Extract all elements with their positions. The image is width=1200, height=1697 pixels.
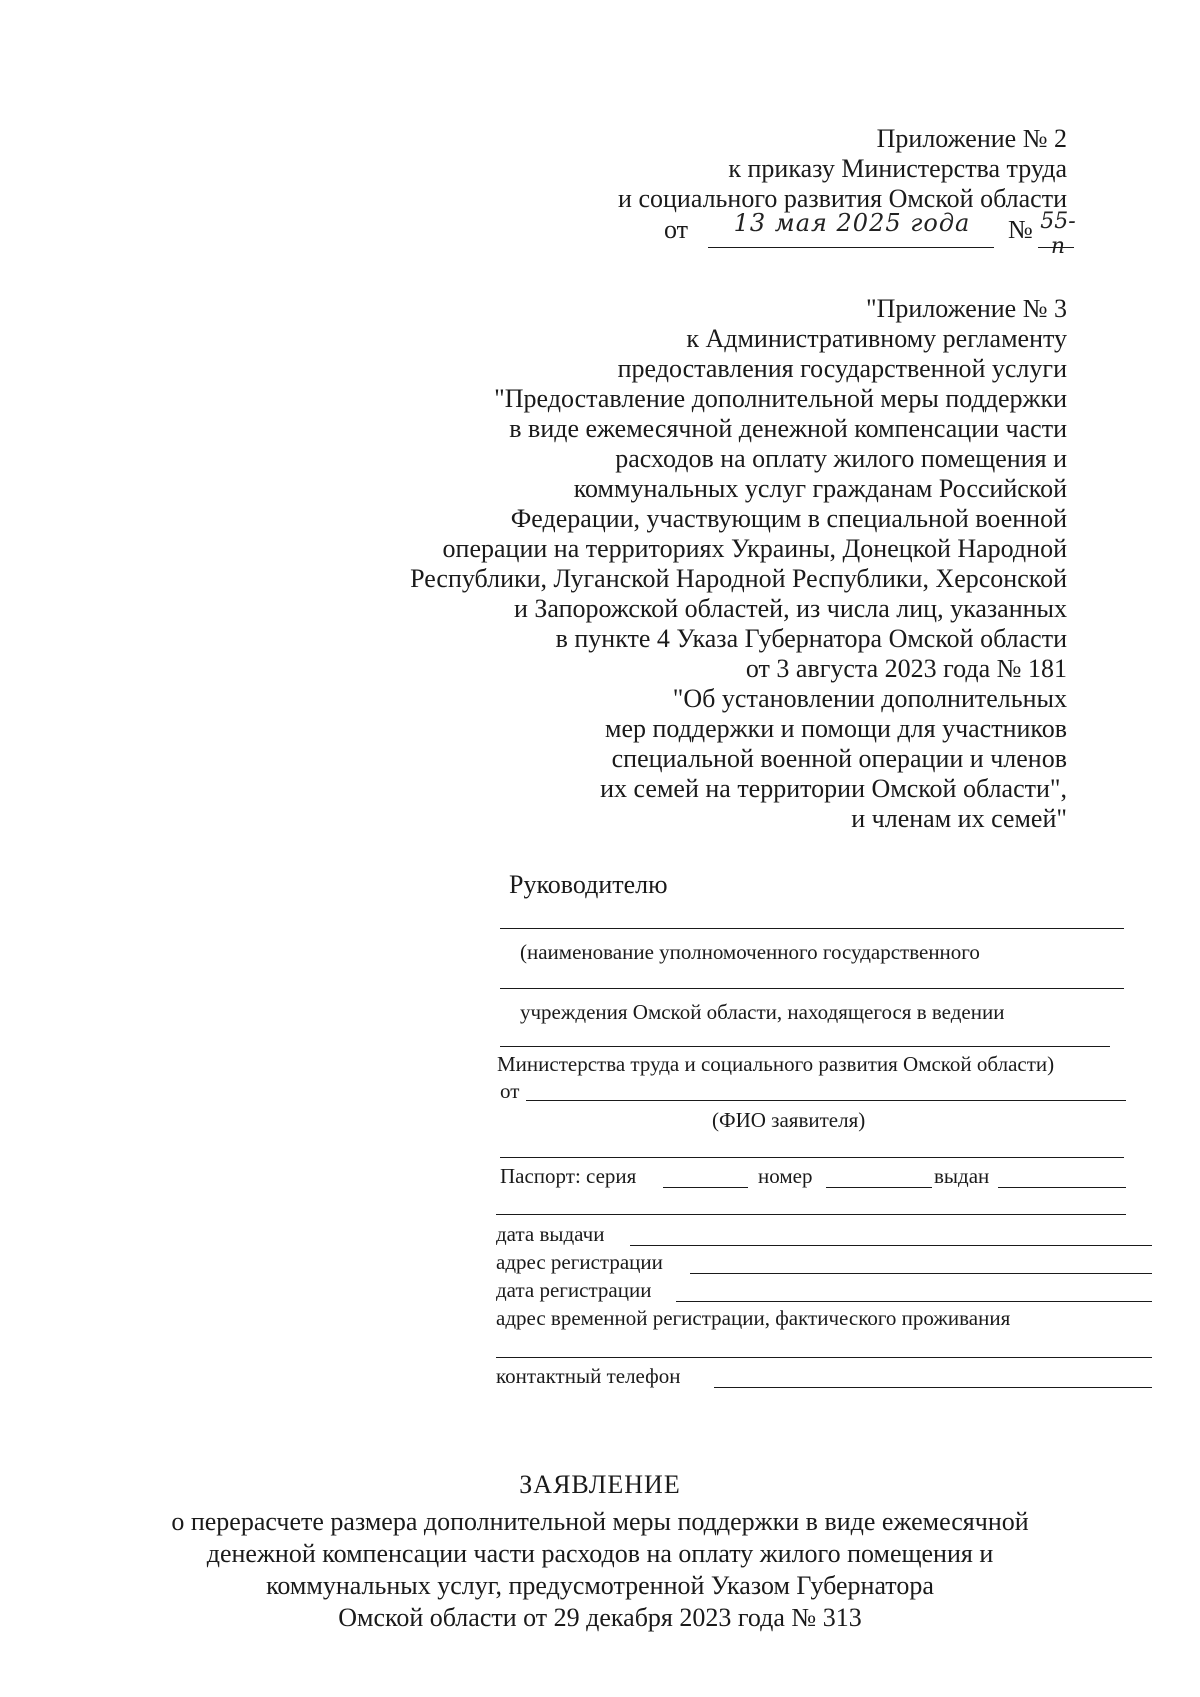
annex3-line: и членам их семей" <box>851 804 1067 833</box>
passport-issued-field[interactable] <box>998 1187 1126 1188</box>
statement-title: ЗАЯВЛЕНИЕ <box>519 1470 681 1499</box>
statement-subtitle-line: Омской области от 29 декабря 2023 года № 313 <box>338 1603 862 1632</box>
annex3-line: от 3 августа 2023 года № 181 <box>745 654 1067 683</box>
passport-issued-label: выдан <box>934 1164 990 1188</box>
annex3-line: специальной военной операции и членов <box>611 744 1067 773</box>
reg-date-label: дата регистрации <box>496 1278 652 1302</box>
annex3-line: их семей на территории Омской области", <box>600 774 1067 803</box>
annex3-line: и Запорожской областей, из числа лиц, указанных <box>513 594 1067 623</box>
annex2-header <box>618 124 1067 214</box>
annex3-line: в пункте 4 Указа Губернатора Омской области <box>555 624 1067 653</box>
passport-number-field[interactable] <box>826 1187 932 1188</box>
passport-issued-line-2[interactable] <box>496 1214 1126 1215</box>
order-number-underline <box>1038 247 1074 248</box>
agency-name-caption: учреждения Омской области, находящегося в ведении <box>520 1000 1005 1024</box>
annex2-line: Приложение № 2 <box>876 124 1067 153</box>
passport-number-label: номер <box>758 1164 813 1188</box>
issue-date-field[interactable] <box>630 1245 1152 1246</box>
annex3-line: Федерации, участвующим в специальной военной <box>510 504 1067 533</box>
annex3-line: к Административному регламенту <box>686 324 1067 353</box>
reg-address-label: адрес регистрации <box>496 1250 663 1274</box>
annex3-line: коммунальных услуг гражданам Российской <box>573 474 1067 503</box>
annex3-line: "Приложение № 3 <box>866 294 1067 323</box>
temp-address-label: адрес временной регистрации, фактического проживания <box>496 1306 1011 1330</box>
agency-name-line-2[interactable] <box>500 988 1124 989</box>
passport-series-label: Паспорт: серия <box>500 1164 637 1188</box>
temp-address-field[interactable] <box>496 1357 1152 1358</box>
annex3-line: мер поддержки и помощи для участников <box>605 714 1067 743</box>
order-date-number-line <box>664 209 1076 259</box>
passport-series-field[interactable] <box>663 1187 748 1188</box>
handwritten-order-date: 13 мая 2025 года <box>733 209 971 237</box>
applicant-name-caption: (ФИО заявителя) <box>712 1108 866 1132</box>
order-from-label: от <box>664 215 689 244</box>
applicant-from-label: от <box>500 1079 520 1103</box>
annex3-line: операции на территориях Украины, Донецкой Народной <box>442 534 1067 563</box>
phone-field[interactable] <box>714 1387 1152 1388</box>
issue-date-label: дата выдачи <box>496 1222 605 1246</box>
reg-date-field[interactable] <box>676 1301 1152 1302</box>
annex2-line: и социального развития Омской области <box>618 184 1067 213</box>
statement-subtitle-line: коммунальных услуг, предусмотренной Указом Губернатора <box>266 1571 934 1600</box>
annex3-header <box>410 294 1067 834</box>
reg-address-field[interactable] <box>690 1273 1152 1274</box>
agency-name-caption: (наименование уполномоченного государственного <box>520 940 980 964</box>
applicant-name-line[interactable] <box>526 1100 1126 1101</box>
annex3-line: "Об установлении дополнительных <box>672 684 1067 713</box>
statement-subtitle-line: о перерасчете размера дополнительной меры поддержки в виде ежемесячной <box>171 1507 1029 1536</box>
agency-name-line-3[interactable] <box>500 1046 1110 1047</box>
statement-subtitle <box>0 1506 1200 1634</box>
order-number-label: № <box>1008 215 1033 244</box>
annex2-line: к приказу Министерства труда <box>728 154 1067 183</box>
phone-label: контактный телефон <box>496 1364 681 1388</box>
annex3-line: "Предоставление дополнительной меры поддержки <box>494 384 1067 413</box>
handwritten-order-number: 55-п <box>1040 209 1076 259</box>
annex3-line: в виде ежемесячной денежной компенсации части <box>509 414 1067 443</box>
annex3-line: предоставления государственной услуги <box>617 354 1067 383</box>
agency-name-line-1[interactable] <box>500 928 1124 929</box>
annex3-line: расходов на оплату жилого помещения и <box>615 444 1067 473</box>
applicant-extra-line[interactable] <box>500 1157 1124 1158</box>
agency-name-caption: Министерства труда и социального развития Омской области) <box>497 1052 1055 1076</box>
annex3-line: Республики, Луганской Народной Республики, Херсонской <box>410 564 1067 593</box>
statement-subtitle-line: денежной компенсации части расходов на оплату жилого помещения и <box>206 1539 994 1568</box>
order-date-underline <box>708 247 994 248</box>
addressee-label: Руководителю <box>509 870 668 899</box>
